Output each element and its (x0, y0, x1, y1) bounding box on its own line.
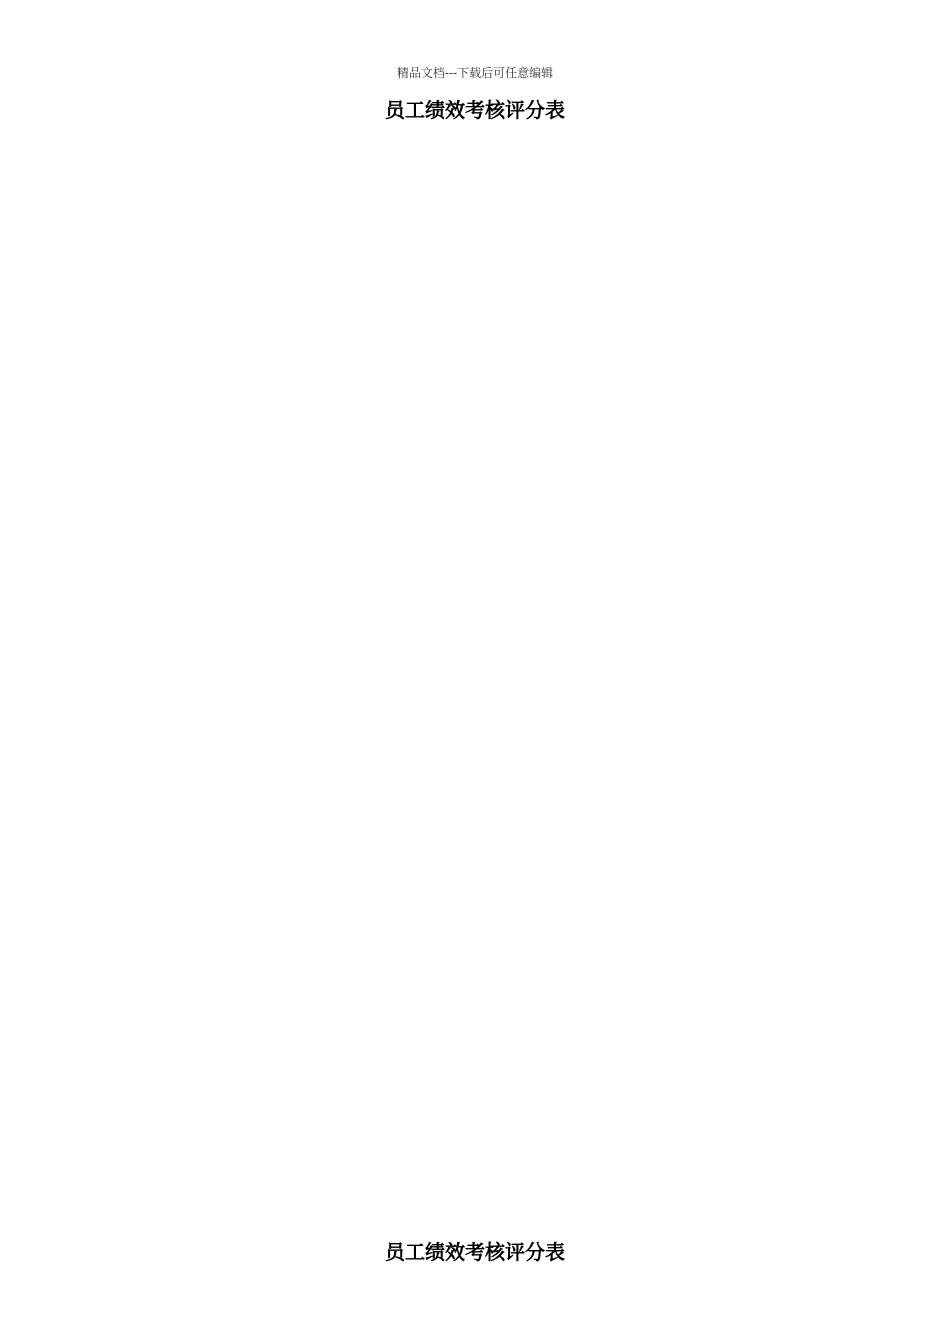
header-note: 精品文档---下载后可任意编辑 (396, 66, 554, 80)
footer-title: 员工绩效考核评分表 (385, 1240, 565, 1264)
page-title: 员工绩效考核评分表 (385, 98, 565, 122)
